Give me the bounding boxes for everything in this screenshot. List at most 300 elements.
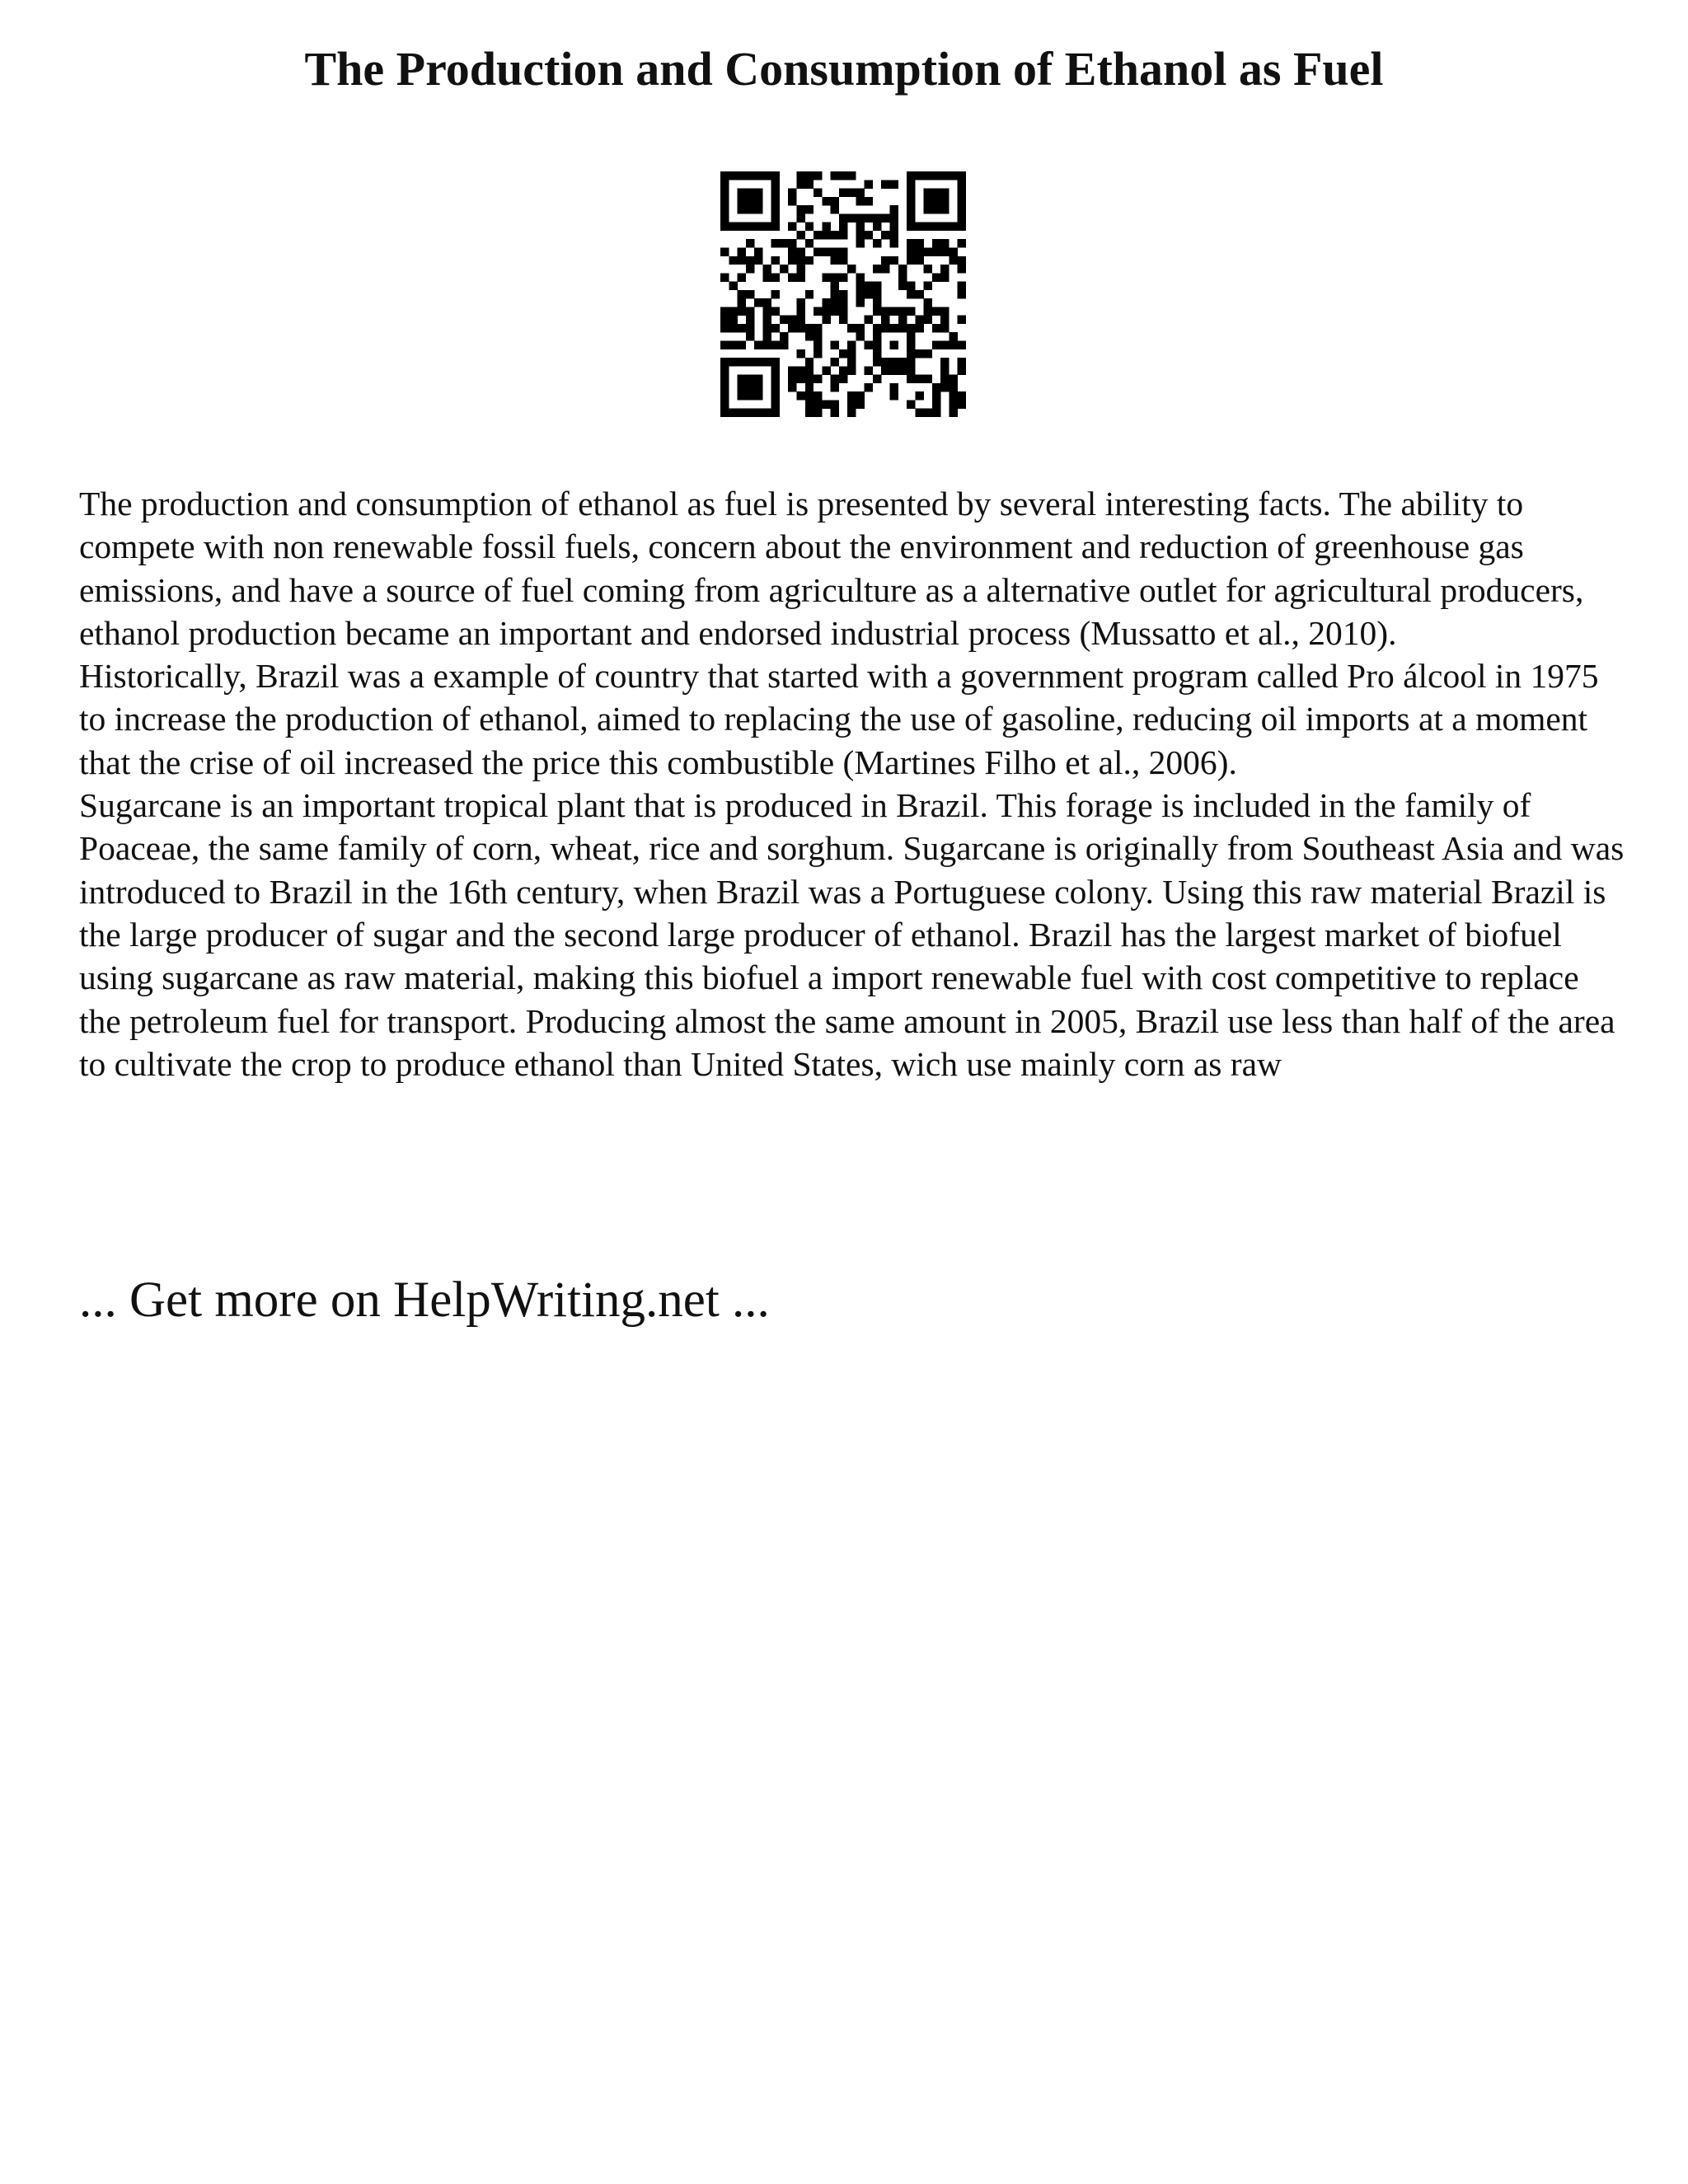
qr-module	[847, 213, 856, 222]
qr-module	[754, 189, 762, 197]
qr-module	[907, 341, 915, 349]
qr-module	[762, 409, 771, 417]
qr-module	[924, 307, 932, 315]
qr-module	[958, 213, 966, 222]
qr-module	[839, 290, 847, 298]
qr-module	[796, 231, 804, 239]
qr-module	[873, 341, 881, 349]
qr-module	[754, 375, 762, 383]
qr-module	[839, 213, 847, 222]
qr-module	[796, 256, 804, 265]
qr-module	[746, 358, 754, 366]
qr-module	[847, 265, 856, 273]
qr-module	[856, 282, 864, 290]
qr-module	[907, 197, 915, 205]
qr-module	[865, 290, 873, 298]
qr-module	[915, 290, 923, 298]
qr-module	[940, 366, 949, 374]
qr-module	[890, 366, 898, 374]
qr-module	[822, 223, 830, 231]
qr-module	[788, 273, 796, 281]
qr-module	[907, 324, 915, 332]
qr-module	[754, 391, 762, 400]
qr-module	[762, 273, 771, 281]
qr-module	[847, 189, 856, 197]
qr-module	[720, 409, 729, 417]
qr-module	[907, 400, 915, 408]
qr-module	[856, 189, 864, 197]
qr-module	[814, 171, 822, 180]
qr-module	[898, 282, 907, 290]
qr-module	[915, 316, 923, 324]
qr-module	[780, 265, 788, 273]
qr-module	[796, 265, 804, 273]
qr-module	[831, 375, 839, 383]
qr-module	[720, 223, 729, 231]
qr-module	[729, 358, 737, 366]
qr-module	[822, 316, 830, 324]
qr-module	[771, 189, 780, 197]
paragraph-2: Historically, Brazil was a example of country that started with a government program called Pro álcool in 1975 to increase the production of ethanol, aimed to replacing the use of gasoline, reducing oil imports at a moment that the crise of oil increased the price this combustible (Martines Filho et al., 2006).	[79, 657, 1599, 781]
qr-module	[924, 375, 932, 383]
get-more-link[interactable]: ... Get more on HelpWriting.net ...	[79, 1272, 770, 1328]
qr-module	[839, 247, 847, 255]
qr-module	[898, 358, 907, 366]
qr-module	[796, 324, 804, 332]
qr-module	[958, 400, 966, 408]
qr-module	[771, 391, 780, 400]
qr-module	[796, 391, 804, 400]
qr-module	[881, 213, 889, 222]
qr-module	[847, 358, 856, 366]
qr-module	[805, 409, 814, 417]
qr-module	[788, 383, 796, 391]
qr-code-icon	[720, 171, 966, 417]
qr-module	[754, 171, 762, 180]
qr-module	[805, 256, 814, 265]
qr-module	[915, 349, 923, 358]
qr-module	[762, 316, 771, 324]
qr-module	[958, 316, 966, 324]
qr-module	[958, 265, 966, 273]
qr-module	[949, 223, 957, 231]
qr-code-graphic	[720, 171, 966, 417]
paragraph-1: The production and consumption of ethanol as fuel is presented by several interesting facts. The ability to compete with non renewable fossil fuels, concern about the environment and reduction of greenhouse gas emissions, and have a source of fuel coming from agriculture as a alternative outlet for agricultural producers, ethanol production became an important and endorsed industrial process (Mussatto et al., 2010).	[79, 485, 1584, 652]
qr-module	[738, 197, 746, 205]
qr-module	[958, 282, 966, 290]
qr-module	[890, 324, 898, 332]
qr-module	[754, 298, 762, 307]
qr-module	[856, 332, 864, 340]
qr-module	[831, 307, 839, 315]
qr-module	[822, 231, 830, 239]
qr-module	[771, 358, 780, 366]
qr-module	[932, 409, 940, 417]
qr-module	[746, 189, 754, 197]
qr-module	[796, 307, 804, 315]
qr-module	[839, 171, 847, 180]
qr-module	[924, 205, 932, 213]
qr-module	[805, 324, 814, 332]
qr-module	[788, 324, 796, 332]
qr-module	[949, 341, 957, 349]
qr-module	[881, 366, 889, 374]
qr-module	[780, 239, 788, 247]
qr-module	[907, 290, 915, 298]
qr-module	[890, 223, 898, 231]
qr-module	[907, 223, 915, 231]
qr-module	[822, 366, 830, 374]
qr-module	[814, 324, 822, 332]
qr-module	[907, 366, 915, 374]
qr-module	[729, 324, 737, 332]
qr-module	[940, 239, 949, 247]
qr-module	[780, 341, 788, 349]
qr-module	[847, 400, 856, 408]
qr-module	[754, 205, 762, 213]
qr-module	[839, 307, 847, 315]
qr-module	[738, 375, 746, 383]
qr-module	[814, 400, 822, 408]
qr-module	[881, 265, 889, 273]
qr-module	[720, 383, 729, 391]
qr-module	[890, 307, 898, 315]
qr-module	[898, 307, 907, 315]
qr-module	[873, 282, 881, 290]
qr-module	[746, 265, 754, 273]
qr-module	[814, 247, 822, 255]
qr-module	[754, 409, 762, 417]
qr-module	[915, 409, 923, 417]
qr-module	[720, 213, 729, 222]
qr-module	[907, 239, 915, 247]
qr-module	[924, 409, 932, 417]
qr-module	[847, 409, 856, 417]
qr-module	[924, 265, 932, 273]
qr-module	[746, 171, 754, 180]
qr-module	[738, 273, 746, 281]
qr-module	[924, 316, 932, 324]
qr-module	[796, 171, 804, 180]
qr-module	[940, 324, 949, 332]
qr-module	[847, 171, 856, 180]
qr-module	[822, 273, 830, 281]
qr-module	[780, 332, 788, 340]
qr-module	[932, 197, 940, 205]
qr-module	[746, 383, 754, 391]
qr-module	[890, 383, 898, 391]
qr-module	[796, 180, 804, 188]
qr-module	[924, 223, 932, 231]
qr-module	[771, 256, 780, 265]
qr-module	[771, 273, 780, 281]
qr-module	[720, 171, 729, 180]
qr-module	[814, 231, 822, 239]
qr-module	[720, 273, 729, 281]
qr-module	[796, 349, 804, 358]
qr-module	[831, 247, 839, 255]
qr-module	[796, 205, 804, 213]
qr-module	[831, 197, 839, 205]
qr-module	[958, 180, 966, 188]
qr-module	[958, 366, 966, 374]
qr-module	[907, 189, 915, 197]
qr-module	[873, 213, 881, 222]
qr-module	[932, 400, 940, 408]
qr-module	[720, 197, 729, 205]
qr-module	[771, 307, 780, 315]
qr-module	[915, 256, 923, 265]
qr-module	[796, 213, 804, 222]
qr-module	[915, 375, 923, 383]
qr-module	[873, 298, 881, 307]
qr-module	[873, 332, 881, 340]
qr-module	[720, 341, 729, 349]
qr-module	[771, 375, 780, 383]
qr-module	[924, 247, 932, 255]
qr-module	[940, 341, 949, 349]
qr-module	[729, 409, 737, 417]
qr-module	[738, 205, 746, 213]
qr-module	[771, 400, 780, 408]
qr-module	[762, 341, 771, 349]
qr-module	[771, 213, 780, 222]
qr-module	[831, 298, 839, 307]
qr-module	[932, 324, 940, 332]
qr-module	[907, 180, 915, 188]
qr-module	[873, 290, 881, 298]
qr-module	[898, 316, 907, 324]
qr-module	[915, 223, 923, 231]
qr-module	[907, 282, 915, 290]
qr-module	[796, 247, 804, 255]
qr-module	[932, 307, 940, 315]
qr-module	[940, 197, 949, 205]
qr-module	[788, 239, 796, 247]
qr-module	[762, 324, 771, 332]
qr-module	[915, 171, 923, 180]
qr-module	[932, 189, 940, 197]
qr-module	[720, 205, 729, 213]
qr-module	[881, 358, 889, 366]
qr-module	[856, 391, 864, 400]
qr-module	[738, 391, 746, 400]
qr-module	[949, 247, 957, 255]
qr-module	[788, 189, 796, 197]
document-body	[79, 482, 1629, 1085]
qr-module	[771, 239, 780, 247]
qr-module	[762, 223, 771, 231]
qr-module	[720, 189, 729, 197]
qr-module	[958, 290, 966, 298]
qr-module	[805, 375, 814, 383]
qr-module	[729, 256, 737, 265]
qr-module	[856, 298, 864, 307]
document-title: The Production and Consumption of Ethanol as Fuel	[304, 42, 1384, 96]
qr-module	[881, 256, 889, 265]
qr-module	[907, 307, 915, 315]
qr-module	[762, 298, 771, 307]
qr-module	[847, 324, 856, 332]
qr-module	[788, 366, 796, 374]
qr-module	[720, 375, 729, 383]
qr-module	[738, 256, 746, 265]
qr-module	[907, 358, 915, 366]
qr-module	[831, 341, 839, 349]
qr-module	[805, 332, 814, 340]
qr-module	[847, 349, 856, 358]
qr-module	[831, 231, 839, 239]
qr-module	[890, 341, 898, 349]
qr-module	[754, 383, 762, 391]
qr-module	[796, 375, 804, 383]
qr-module	[898, 273, 907, 281]
qr-module	[856, 213, 864, 222]
qr-module	[915, 247, 923, 255]
qr-module	[873, 324, 881, 332]
qr-module	[839, 349, 847, 358]
qr-module	[729, 223, 737, 231]
qr-module	[839, 256, 847, 265]
qr-module	[831, 205, 839, 213]
qr-module	[907, 247, 915, 255]
qr-module	[746, 205, 754, 213]
qr-module	[907, 349, 915, 358]
qr-module	[771, 341, 780, 349]
qr-module	[771, 366, 780, 374]
qr-module	[788, 223, 796, 231]
qr-module	[958, 391, 966, 400]
qr-module	[805, 180, 814, 188]
qr-module	[890, 213, 898, 222]
qr-module	[771, 180, 780, 188]
qr-module	[940, 307, 949, 315]
qr-module	[805, 383, 814, 391]
qr-module	[940, 358, 949, 366]
qr-module	[780, 316, 788, 324]
qr-module	[856, 231, 864, 239]
qr-module	[771, 409, 780, 417]
qr-module	[932, 391, 940, 400]
qr-module	[771, 383, 780, 391]
qr-module	[940, 247, 949, 255]
qr-module	[738, 324, 746, 332]
qr-module	[746, 375, 754, 383]
qr-module	[720, 247, 729, 255]
qr-module	[949, 409, 957, 417]
qr-module	[738, 409, 746, 417]
qr-module	[958, 341, 966, 349]
qr-module	[940, 189, 949, 197]
qr-module	[805, 239, 814, 247]
qr-module	[746, 324, 754, 332]
qr-module	[822, 298, 830, 307]
qr-module	[924, 349, 932, 358]
qr-module	[805, 205, 814, 213]
qr-module	[754, 358, 762, 366]
qr-module	[907, 213, 915, 222]
qr-module	[720, 358, 729, 366]
qr-module	[771, 223, 780, 231]
qr-module	[796, 316, 804, 324]
qr-module	[856, 290, 864, 298]
qr-module	[932, 247, 940, 255]
qr-module	[720, 400, 729, 408]
qr-module	[746, 290, 754, 298]
qr-module	[958, 239, 966, 247]
qr-module	[831, 273, 839, 281]
qr-module	[771, 205, 780, 213]
qr-module	[873, 307, 881, 315]
qr-module	[814, 189, 822, 197]
qr-module	[754, 341, 762, 349]
qr-module	[762, 332, 771, 340]
qr-module	[729, 171, 737, 180]
qr-module	[754, 223, 762, 231]
qr-module	[814, 375, 822, 383]
qr-module	[890, 231, 898, 239]
qr-module	[958, 205, 966, 213]
qr-module	[729, 316, 737, 324]
qr-module	[898, 265, 907, 273]
qr-module	[856, 223, 864, 231]
qr-module	[796, 273, 804, 281]
qr-module	[890, 180, 898, 188]
qr-module	[754, 197, 762, 205]
qr-module	[762, 358, 771, 366]
qr-module	[831, 358, 839, 366]
qr-module	[949, 332, 957, 340]
qr-module	[932, 205, 940, 213]
qr-module	[831, 256, 839, 265]
qr-module	[814, 349, 822, 358]
qr-module	[865, 341, 873, 349]
qr-module	[915, 391, 923, 400]
qr-module	[847, 341, 856, 349]
qr-module	[738, 358, 746, 366]
qr-module	[847, 391, 856, 400]
qr-module	[958, 223, 966, 231]
qr-module	[881, 231, 889, 239]
qr-module	[932, 171, 940, 180]
qr-module	[907, 256, 915, 265]
qr-module	[814, 307, 822, 315]
qr-module	[796, 298, 804, 307]
qr-module	[873, 358, 881, 366]
qr-module	[805, 171, 814, 180]
qr-module	[924, 189, 932, 197]
qr-module	[865, 282, 873, 290]
qr-module	[839, 316, 847, 324]
qr-module	[738, 290, 746, 298]
qr-module	[754, 247, 762, 255]
qr-module	[839, 366, 847, 374]
qr-module	[958, 197, 966, 205]
qr-module	[856, 273, 864, 281]
qr-module	[924, 282, 932, 290]
qr-module	[720, 366, 729, 374]
qr-module	[940, 265, 949, 273]
qr-module	[788, 375, 796, 383]
qr-module	[915, 239, 923, 247]
qr-module	[949, 171, 957, 180]
qr-module	[940, 316, 949, 324]
qr-module	[746, 332, 754, 340]
qr-module	[915, 324, 923, 332]
qr-module	[865, 197, 873, 205]
qr-module	[865, 180, 873, 188]
qr-module	[831, 290, 839, 298]
